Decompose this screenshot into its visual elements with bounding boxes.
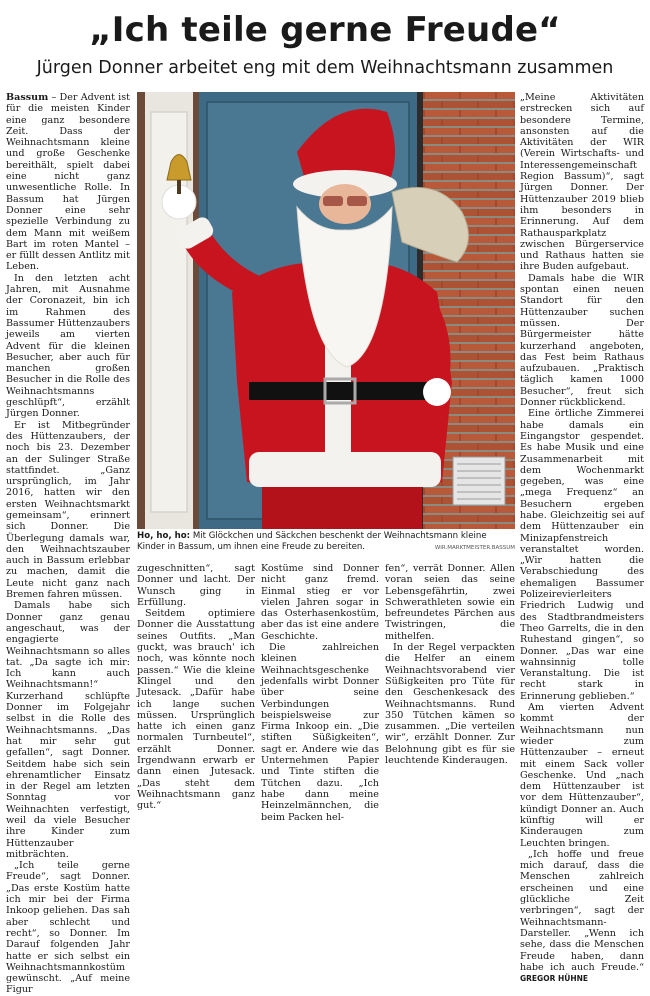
paragraph: Eine örtliche Zimmerei habe damals ein Eingangstor gespendet. Es habe Musik und eine Zusammenarbeit mit dem Wochenmarkt gegeben, was eine „mega Frequenz“ an Besuchern ergeben habe. Gleichzeitig sei auf dem Hüttenzauber ein Minizapfenstreich veranstaltet worden. „Wir hatten die Verabschiedung des ehemaligen Bassumer Polizeirevierleiters Friedrich Ludwig und des Stadtbrandmeisters Theo Garrelts, die in den Ruhestand gingen“, so Donner. „Das war eine wahnsinnig tolle Veranstaltung. Die ist recht stark in Erinnerung geblieben.“ [520, 408, 644, 702]
paragraph: Damals habe die WIR spontan einen neuen Standort für den Hüttenzauber suchen müssen. Der Bürgermeister hätte kurzerhand angeboten, das Fest beim Rathaus aufzubauen. „Praktisch täglich kamen 1000 Besucher“, freut sich Donner rückblickend. [520, 272, 644, 409]
paragraph-text: „Ich hoffe und freue mich darauf, dass die Menschen zahlreich erscheinen und eine glückliche Zeit verbringen“, sagt der Weihnachtsmann-Darsteller. „Wenn ich sehe, dass die Menschen Freude haben, dann habe ich auch Freude.“ [520, 848, 644, 973]
paragraph: „Ich teile gerne Freude“, sagt Donner. „Das erste Kostüm hatte ich mir bei der Firma Inkoop geliehen. Das sah aber schlecht und recht“, so Donner. Im Darauf folgenden Jahr hatte er sich selbst ein Weihnachtsmannkostüm gewünscht. „Auf meine Figur [6, 860, 130, 996]
paragraph: Die zahlreichen kleinen Weihnachtsgeschenke jedenfalls wirbt Donner über seine Verbindungen beispielsweise zur Firma Inkoop ein. „Die stiften Süßigkeiten“, sagt er. Andere wie das Unternehmen Papier und Tinte stiften die Tütchen dazu. „Ich habe dann meine Heinzelmännchen, die beim Packen hel- [261, 642, 379, 823]
caption-text: Mit Glöckchen und Säckchen beschenkt der Weihnachtsmann kleine Kinder in Bassum, um ihnen eine Freude zu bereiten. [137, 531, 487, 552]
paragraph-text: – Der Advent ist für die meisten Kinder eine ganz besondere Zeit. Dass der Weihnachtsmann kleine und große Geschenke bereithält, spielt dabei eine nicht ganz unwesentliche Rolle. In Bassum hat Jürgen Donner eine sehr spezielle Verbindung zu dem Mann mit weißem Bart im roten Mantel – er füllt dessen Antlitz mit Leben. [6, 92, 130, 273]
paragraph: In der Regel verpackten die Helfer an einem Weihnachtsvorabend vier Süßigkeiten pro Tüte für den Geschenkesack des Weihnachtsmanns. Rund 350 Tütchen kämen so zusammen. „Die verteilen wir“, erzählt Donner. Zur Belohnung gibt es für sie leuchtende Kinderaugen. [385, 642, 515, 767]
headline: „Ich teile gerne Freude“ [89, 10, 561, 50]
paragraph: In den letzten acht Jahren, mit Ausnahme der Coronazeit, bin ich im Rahmen des Bassumer Hüttenzaubers jeweils am vierten Advent für die kleinen Besucher, aber auch für manchen großen Besucher in die Rolle des Weihnachtsmanns geschlüpft“, erzählt Jürgen Donner. [6, 272, 130, 420]
caption-lead: Ho, ho, ho: [137, 531, 191, 541]
article-column-1 [6, 92, 130, 996]
photo-credit: WIR.MARKTMEISTER.BASSUM [434, 545, 515, 551]
paragraph: zugeschnitten“, sagt Donner und lacht. Der Wunsch ging in Erfüllung. [137, 563, 255, 608]
paragraph: Seitdem optimiere Donner die Ausstattung seines Outfits. „Man guckt, was brauch' ich noch, was könnte noch passen.“ Wie die kleine Klingel und den Jutesack. „Dafür habe ich lange suchen müssen. Ursprünglich hatte ich einen ganz normalen Turnbeutel“, erzählt Donner. Irgendwann erwarb er dann einen Jutesack. „Das steht dem Weihnachtsmann ganz gut.“ [137, 608, 255, 812]
paragraph: Kostüme sind Donner nicht ganz fremd. Einmal stieg er vor vielen Jahren sogar in das Osterhasenkostüm, aber das ist eine andere Geschichte. [261, 563, 379, 642]
dateline: Bassum [6, 92, 49, 103]
paragraph [6, 92, 130, 273]
article-column-5 [520, 92, 644, 984]
paragraph: Am vierten Advent kommt der Weihnachtsmann nun wieder zum Hüttenzauber – erneut mit einem Sack voller Geschenke. Und „nach dem Hüttenzauber ist vor dem Hüttenzauber“, kündigt Donner an. Auch künftig will er Kinderaugen zum Leuchten bringen. [520, 702, 644, 849]
article-column-4 [385, 563, 515, 767]
santa-photo [137, 92, 515, 529]
paragraph: Damals habe sich Donner ganz genau angeschaut, was der engagierte Weihnachtsmann so alles tat. „Da sagte ich mir: Ich kann auch Weihnachtsmann!“ Kurzerhand schlüpfte Donner im Folgejahr selbst in die Rolle des Weihnachtsmanns. „Das hat mir sehr gut gefallen“, sagt Donner. Seitdem habe sich sein ehrenamtlicher Einsatz in der Regel am letzten Sonntag vor Weihnachten verfestigt, weil da viele Besucher ihre Kinder zum Hüttenzauber mitbrächten. [6, 600, 130, 860]
paragraph: fen“, verrät Donner. Allen voran seien das seine Lebensgefährtin, zwei Schwerathleten sowie ein befreundetes Pärchen aus Twistringen, die mithelfen. [385, 563, 515, 642]
author-byline: GREGOR HÜHNE [520, 974, 589, 984]
paragraph: „Meine Aktivitäten erstrecken sich auf besondere Termine, ansonsten auf die Aktivitäten der WIR (Verein Wirtschafts- und Interessengemeinschaft Region Bassum)“, sagt Jürgen Donner. Der Hüttenzauber 2019 blieb ihm besonders in Erinnerung. Auf dem Rathausparkplatz zwischen Bürgerservice und Rathaus hatten sie ihre Buden aufgebaut. [520, 92, 644, 273]
article-column-2 [137, 563, 255, 812]
article-column-3 [261, 563, 379, 823]
paragraph [520, 849, 644, 985]
paragraph: Er ist Mitbegründer des Hüttenzaubers, der noch bis 23. Dezember an der Sulinger Straße stattfindet. „Ganz ursprünglich, im Jahr 2016, hatten wir den ersten Weihnachtsmarkt gemeinsam“, erinnert sich Donner. Die Überlegung damals war, den Weihnachtszauber auch in Bassum erlebbar zu machen, damit die Leute nicht ganz nach Bremen fahren müssen. [6, 419, 130, 601]
subheadline: Jürgen Donner arbeitet eng mit dem Weihnachtsmann zusammen [36, 58, 614, 78]
